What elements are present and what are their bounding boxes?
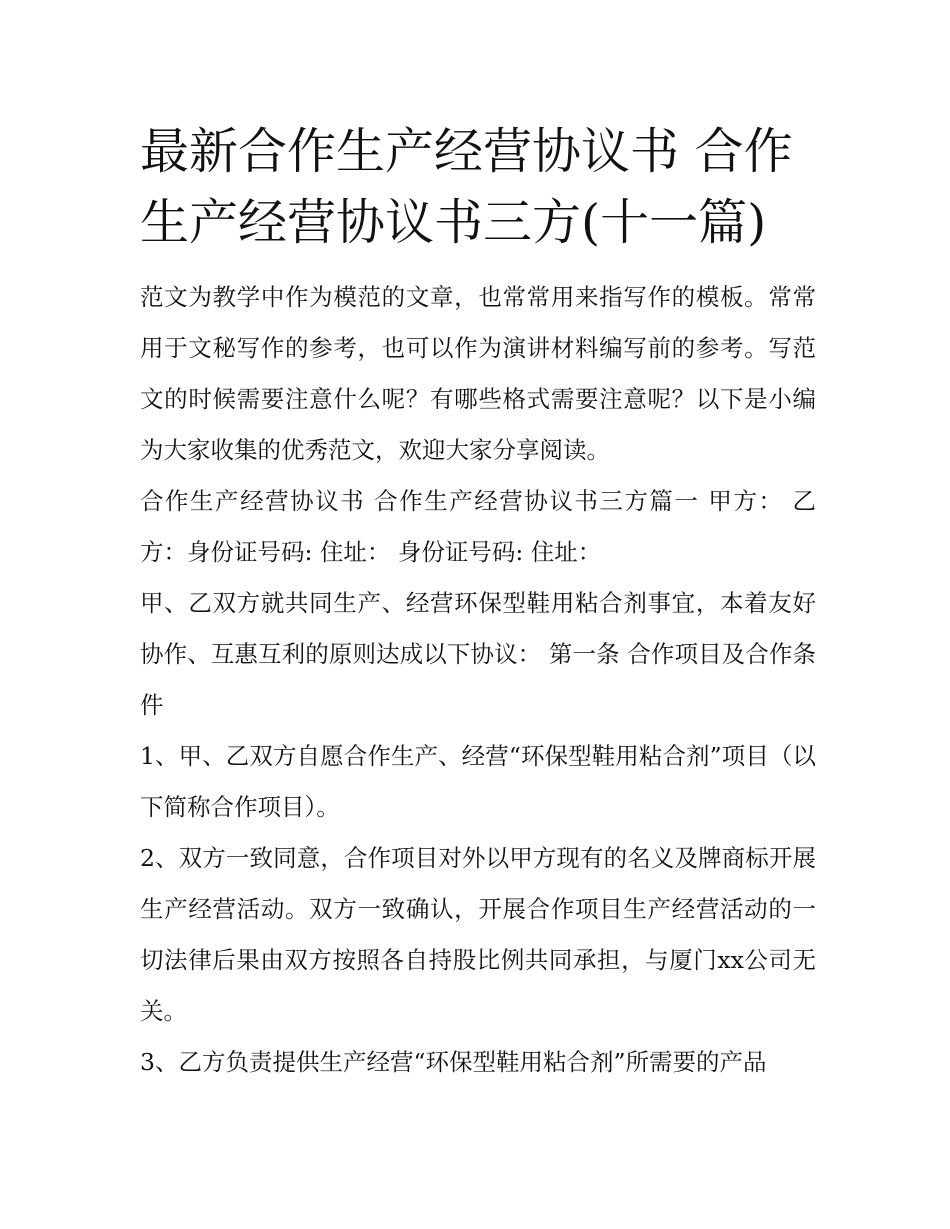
clause-1-paragraph: 1、甲、乙双方自愿合作生产、经营“环保型鞋用粘合剂”项目（以下简称合作项目）。 <box>140 742 816 821</box>
intro-paragraph: 范文为教学中作为模范的文章，也常常用来指写作的模板。常常用于文秘写作的参考，也可以作为演讲材料编写前的参考。写范文的时候需要注意什么呢？有哪些格式需要注意呢？以下是小编为大家收集的优秀范文，欢迎大家分享阅读。 <box>140 283 816 464</box>
agreement-preamble-paragraph: 甲、乙双方就共同生产、经营环保型鞋用粘合剂事宜，本着友好协作、互惠互利的原则达成以下协议： 第一条 合作项目及合作条件 <box>140 589 816 719</box>
clause-3-paragraph: 3、乙方负责提供生产经营“环保型鞋用粘合剂”所需要的产品 <box>140 1048 767 1076</box>
clause-2-paragraph: 2、双方一致同意，合作项目对外以甲方现有的名义及牌商标开展生产经营活动。双方一致确认，开展合作项目生产经营活动的一切法律后果由双方按照各自持股比例共同承担，与厦门xx公司无关。 <box>140 844 816 1025</box>
document-title: 最新合作生产经营协议书 合作生产经营协议书三方(十一篇) <box>140 123 793 251</box>
document-page <box>140 116 816 1088</box>
parties-paragraph: 合作生产经营协议书 合作生产经营协议书三方篇一 甲方： 乙方：身份证号码: 住址： 身份证号码: 住址： <box>140 487 816 566</box>
